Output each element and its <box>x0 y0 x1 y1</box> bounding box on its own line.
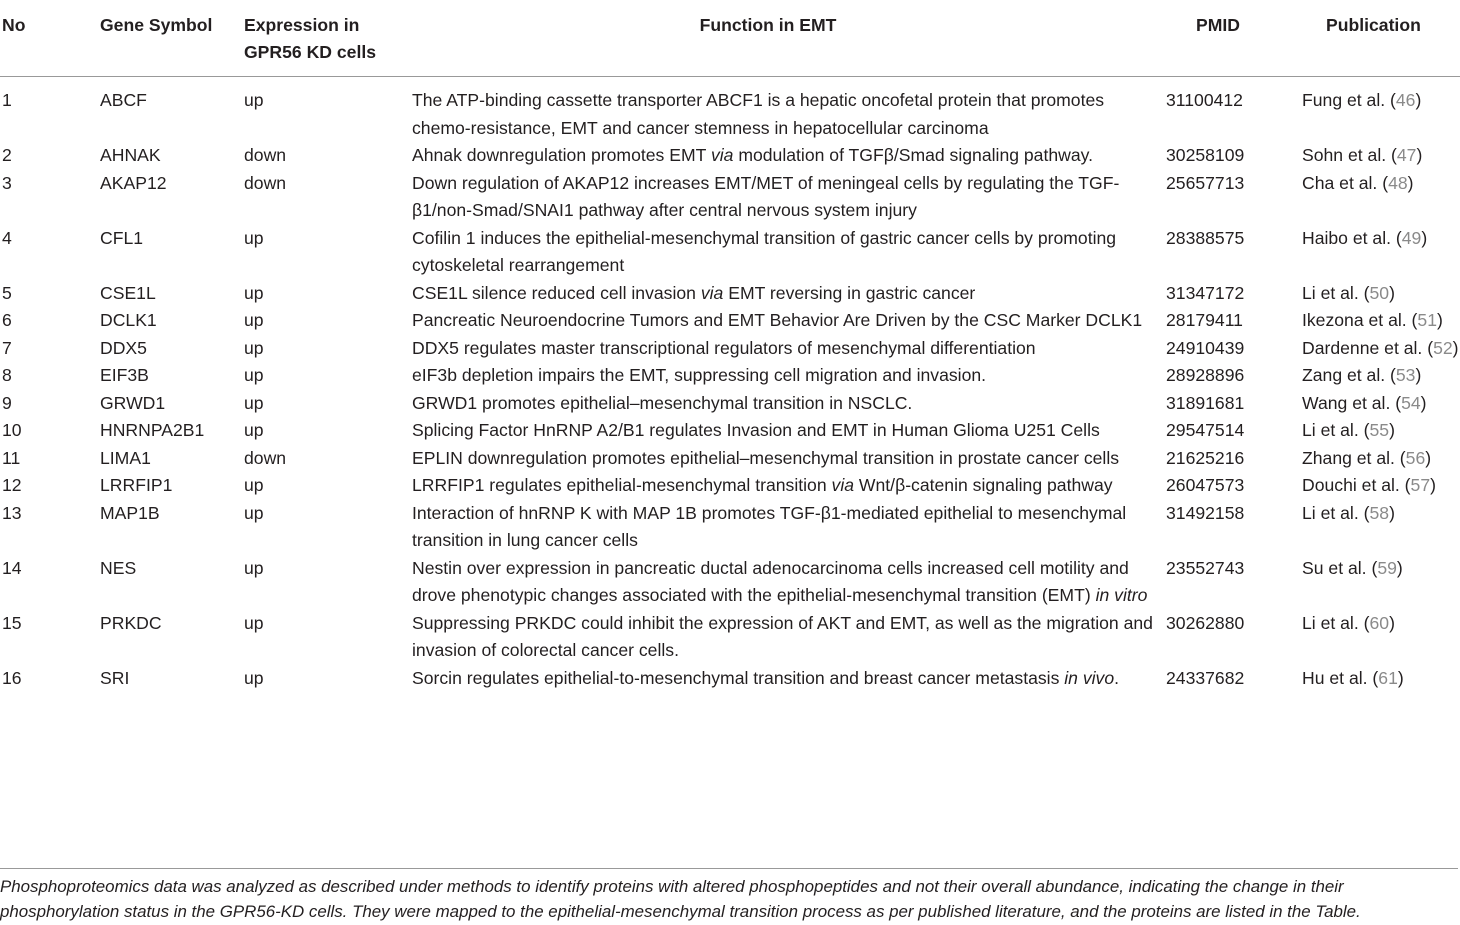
table-row <box>0 142 1460 170</box>
publication-author: Zang et al. <box>1302 365 1386 385</box>
cell-pmid: 21625216 <box>1166 447 1245 468</box>
cell-publication: Ikezona et al. (51) <box>1302 310 1443 330</box>
cell-expression: up <box>244 310 264 330</box>
header-row <box>0 0 1460 77</box>
publication-author: Douchi et al. <box>1302 475 1400 495</box>
cell-expression: down <box>244 447 287 468</box>
function-text: CSE1L silence reduced cell invasion <box>412 282 701 303</box>
cell-expression: up <box>244 90 264 110</box>
function-text: Down regulation of AKAP12 increases EMT/MET of meningeal cells by regulating the TGF-β1/non-Smad/SNAI1 pathway after central nervous system injury <box>412 172 1120 220</box>
header-gene-symbol: Gene Symbol <box>100 0 244 77</box>
cell-pmid: 31891681 <box>1166 392 1245 413</box>
cell-expression: up <box>244 337 264 358</box>
table-row <box>0 472 1460 500</box>
function-text: . <box>1114 667 1120 688</box>
cell-publication: Zhang et al. (56) <box>1302 447 1432 468</box>
table-row <box>0 170 1460 225</box>
cell-gene-symbol: MAP1B <box>100 502 160 523</box>
header-expression: Expression in GPR56 KD cells <box>244 0 412 77</box>
publication-author: Li et al. <box>1302 420 1359 440</box>
cell-no: 10 <box>2 420 22 440</box>
cell-function <box>412 390 1164 418</box>
cell-function <box>412 362 1164 390</box>
cell-no: 3 <box>2 172 12 193</box>
publication-author: Wang et al. <box>1302 392 1391 413</box>
function-text-italic: in vivo <box>1064 667 1115 688</box>
function-text: Interaction of hnRNP K with MAP 1B promotes TGF-β1-mediated epithelial to mesenchymal transition in lung cancer cells <box>412 502 1127 550</box>
cell-function <box>412 225 1164 280</box>
cell-no: 8 <box>2 365 12 385</box>
reference-link[interactable]: 47 <box>1396 145 1417 165</box>
table-row <box>0 280 1460 308</box>
cell-pmid: 30258109 <box>1166 145 1245 165</box>
cell-publication: Su et al. (59) <box>1302 557 1403 578</box>
function-text: GRWD1 promotes epithelial–mesenchymal transition in NSCLC. <box>412 392 913 413</box>
function-text: EPLIN downregulation promotes epithelial–mesenchymal transition in prostate cancer cells <box>412 447 1120 468</box>
reference-link[interactable]: 61 <box>1378 667 1398 688</box>
publication-author: Li et al. <box>1302 612 1359 633</box>
cell-no: 1 <box>2 90 12 110</box>
function-text: Sorcin regulates epithelial-to-mesenchymal transition and breast cancer metastasis <box>412 667 1065 688</box>
cell-gene-symbol: PRKDC <box>100 612 162 633</box>
reference-link[interactable]: 50 <box>1369 282 1390 303</box>
header-function: Function in EMT <box>412 0 1164 77</box>
reference-link[interactable]: 59 <box>1377 557 1397 578</box>
table-row <box>0 390 1460 418</box>
function-text: Cofilin 1 induces the epithelial-mesenchymal transition of gastric cancer cells by promoting cytoskeletal rearrangement <box>412 227 1117 275</box>
function-text: Splicing Factor HnRNP A2/B1 regulates Invasion and EMT in Human Glioma U251 Cells <box>412 420 1100 440</box>
cell-function <box>412 472 1164 500</box>
cell-pmid: 25657713 <box>1166 172 1245 193</box>
cell-pmid: 31100412 <box>1166 90 1243 110</box>
publication-author: Li et al. <box>1302 282 1359 303</box>
publication-author: Su et al. <box>1302 557 1367 578</box>
cell-expression: up <box>244 475 264 495</box>
cell-gene-symbol: DDX5 <box>100 337 147 358</box>
reference-link[interactable]: 55 <box>1369 420 1390 440</box>
cell-no: 4 <box>2 227 12 248</box>
cell-expression: up <box>244 612 264 633</box>
cell-no: 11 <box>2 447 21 468</box>
cell-expression: down <box>244 145 287 165</box>
reference-link[interactable]: 46 <box>1395 90 1416 110</box>
table-row <box>0 665 1460 701</box>
cell-gene-symbol: HNRNPA2B1 <box>100 420 205 440</box>
function-text: The ATP-binding cassette transporter ABCF1 is a hepatic oncofetal protein that promotes chemo-resistance, EMT and cancer stemness in hepatocellular carcinoma <box>412 90 1105 138</box>
cell-function <box>412 77 1164 143</box>
cell-publication: Zang et al. (53) <box>1302 365 1422 385</box>
cell-function <box>412 445 1164 473</box>
cell-pmid: 30262880 <box>1166 612 1245 633</box>
function-text-italic: via <box>831 475 855 495</box>
cell-no: 16 <box>2 667 22 688</box>
cell-expression: up <box>244 667 264 688</box>
cell-publication: Li et al. (60) <box>1302 612 1395 633</box>
reference-link[interactable]: 60 <box>1369 612 1390 633</box>
table-row <box>0 610 1460 665</box>
cell-publication: Hu et al. (61) <box>1302 667 1404 688</box>
reference-link[interactable]: 54 <box>1401 392 1421 413</box>
function-text: eIF3b depletion impairs the EMT, suppressing cell migration and invasion. <box>412 365 987 385</box>
cell-publication: Cha et al. (48) <box>1302 172 1414 193</box>
cell-function <box>412 665 1164 701</box>
reference-link[interactable]: 51 <box>1417 310 1437 330</box>
cell-publication: Li et al. (58) <box>1302 502 1395 523</box>
cell-no: 14 <box>2 557 22 578</box>
cell-function <box>412 500 1164 555</box>
cell-pmid: 24910439 <box>1166 337 1245 358</box>
cell-gene-symbol: SRI <box>100 667 130 688</box>
cell-expression: up <box>244 392 264 413</box>
table-row <box>0 417 1460 445</box>
cell-no: 15 <box>2 612 22 633</box>
function-text-italic: in vitro <box>1095 585 1148 605</box>
cell-pmid: 26047573 <box>1166 475 1245 495</box>
reference-link[interactable]: 58 <box>1369 502 1390 523</box>
cell-gene-symbol: CSE1L <box>100 282 156 303</box>
cell-publication: Dardenne et al. (52) <box>1302 337 1459 358</box>
function-text: EMT reversing in gastric cancer <box>723 282 976 303</box>
cell-gene-symbol: LIMA1 <box>100 447 151 468</box>
function-text-italic: via <box>710 145 734 165</box>
cell-pmid: 23552743 <box>1166 557 1245 578</box>
cell-pmid: 28388575 <box>1166 227 1245 248</box>
cell-gene-symbol: GRWD1 <box>100 392 166 413</box>
cell-gene-symbol: LRRFIP1 <box>100 475 173 495</box>
cell-expression: up <box>244 365 264 385</box>
cell-pmid: 28179411 <box>1166 310 1243 330</box>
function-text: LRRFIP1 regulates epithelial-mesenchymal transition <box>412 475 832 495</box>
cell-gene-symbol: EIF3B <box>100 365 149 385</box>
cell-function <box>412 610 1164 665</box>
cell-no: 7 <box>2 337 12 358</box>
cell-function <box>412 280 1164 308</box>
cell-publication: Sohn et al. (47) <box>1302 145 1423 165</box>
cell-function <box>412 555 1164 610</box>
publication-author: Fung et al. <box>1302 90 1386 110</box>
function-text: Ahnak downregulation promotes EMT <box>412 145 711 165</box>
table-row <box>0 555 1460 610</box>
publication-author: Li et al. <box>1302 502 1359 523</box>
reference-link[interactable]: 57 <box>1410 475 1431 495</box>
cell-expression: up <box>244 557 264 578</box>
publication-author: Ikezona et al. <box>1302 310 1407 330</box>
reference-link[interactable]: 56 <box>1405 447 1426 468</box>
cell-expression: up <box>244 282 264 303</box>
cell-publication: Haibo et al. (49) <box>1302 227 1428 248</box>
reference-link[interactable]: 48 <box>1388 172 1408 193</box>
table-row <box>0 335 1460 363</box>
cell-expression: up <box>244 420 264 440</box>
cell-function <box>412 335 1164 363</box>
cell-no: 2 <box>2 145 12 165</box>
reference-link[interactable]: 53 <box>1395 365 1416 385</box>
cell-publication: Wang et al. (54) <box>1302 392 1427 413</box>
cell-function <box>412 142 1164 170</box>
cell-function <box>412 307 1164 335</box>
header-publication: Publication <box>1300 0 1460 77</box>
cell-publication: Fung et al. (46) <box>1302 90 1422 110</box>
reference-link[interactable]: 52 <box>1433 337 1453 358</box>
cell-publication: Li et al. (55) <box>1302 420 1395 440</box>
publication-author: Hu et al. <box>1302 667 1368 688</box>
cell-gene-symbol: DCLK1 <box>100 310 157 330</box>
cell-no: 12 <box>2 475 22 495</box>
cell-publication: Li et al. (50) <box>1302 282 1395 303</box>
cell-no: 6 <box>2 310 12 330</box>
cell-function <box>412 170 1164 225</box>
cell-expression: up <box>244 502 264 523</box>
cell-no: 9 <box>2 392 12 413</box>
cell-gene-symbol: AHNAK <box>100 145 161 165</box>
table-row <box>0 77 1460 143</box>
function-text-italic: via <box>700 282 724 303</box>
function-text: modulation of TGFβ/Smad signaling pathway. <box>733 145 1094 165</box>
publication-author: Sohn et al. <box>1302 145 1387 165</box>
table-body <box>0 77 1460 701</box>
table-row <box>0 225 1460 280</box>
table-row <box>0 362 1460 390</box>
cell-expression: up <box>244 227 264 248</box>
cell-pmid: 29547514 <box>1166 420 1245 440</box>
cell-gene-symbol: CFL1 <box>100 227 144 248</box>
cell-gene-symbol: ABCF <box>100 90 147 110</box>
table-header <box>0 0 1460 77</box>
cell-gene-symbol: NES <box>100 557 137 578</box>
header-pmid: PMID <box>1164 0 1300 77</box>
function-text: DDX5 regulates master transcriptional regulators of mesenchymal differentiation <box>412 337 1036 358</box>
function-text: Wnt/β-catenin signaling pathway <box>854 475 1113 495</box>
publication-author: Zhang et al. <box>1302 447 1395 468</box>
publication-author: Haibo et al. <box>1302 227 1391 248</box>
function-text: Suppressing PRKDC could inhibit the expression of AKT and EMT, as well as the migration and invasion of colorectal cancer cells. <box>412 612 1153 660</box>
publication-author: Cha et al. <box>1302 172 1378 193</box>
table-footnote: Phosphoproteomics data was analyzed as described under methods to identify proteins with altered phosphopeptides and not their overall abundance, indicating the change in their phosphorylation status in the GPR56-KD cells. They were mapped to the epithelial-mesenchymal transition process as per published literature, and the proteins are listed in the Table. <box>0 868 1458 924</box>
cell-pmid: 31347172 <box>1166 282 1245 303</box>
table-row <box>0 307 1460 335</box>
cell-function <box>412 417 1164 445</box>
cell-publication: Douchi et al. (57) <box>1302 475 1436 495</box>
header-no: No <box>0 0 100 77</box>
function-text: Nestin over expression in pancreatic ductal adenocarcinoma cells increased cell motility and drove phenotypic changes associated with the epithelial-mesenchymal transition (EMT) <box>412 557 1129 605</box>
cell-no: 5 <box>2 282 12 303</box>
cell-no: 13 <box>2 502 22 523</box>
function-text: Pancreatic Neuroendocrine Tumors and EMT Behavior Are Driven by the CSC Marker DCLK1 <box>412 310 1143 330</box>
table-row <box>0 500 1460 555</box>
cell-expression: down <box>244 172 287 193</box>
cell-pmid: 24337682 <box>1166 667 1245 688</box>
publication-author: Dardenne et al. <box>1302 337 1423 358</box>
cell-pmid: 31492158 <box>1166 502 1245 523</box>
cell-pmid: 28928896 <box>1166 365 1245 385</box>
reference-link[interactable]: 49 <box>1401 227 1422 248</box>
cell-gene-symbol: AKAP12 <box>100 172 167 193</box>
table-row <box>0 445 1460 473</box>
